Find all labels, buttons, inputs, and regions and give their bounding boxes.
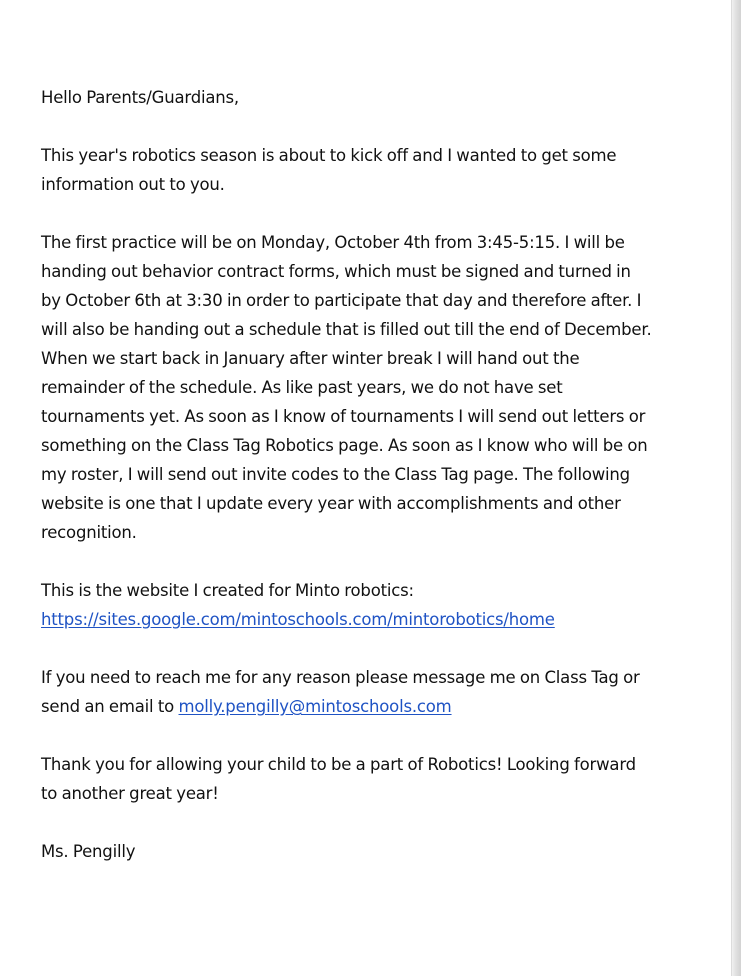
details-paragraph: The first practice will be on Monday, October 4th from 3:45-5:15. I will be handing out behavior contract forms, which must be signed and turned in by October 6th at 3:30 in order to participate that day and therefore after. I will also be handing out a schedule that is filled out till the end of December. When we start back in January after winter break I will hand out the remainder of the schedule. As like past years, we do not have set tournaments yet. As soon as I know of tournaments I will send out letters or something on the Class Tag Robotics page. As soon as I know who will be on my roster, I will send out invite codes to the Class Tag page. The following website is one that I update every year with accomplishments and other recognition. [41,233,652,542]
website-link[interactable]: https://sites.google.com/mintoschools.com/mintorobotics/home [41,610,555,629]
thanks-paragraph: Thank you for allowing your child to be a part of Robotics! Looking forward to another great year! [41,755,636,803]
website-paragraph [41,576,653,634]
email-link[interactable]: molly.pengilly@mintoschools.com [178,697,452,716]
contact-paragraph [41,663,653,721]
contact-text: If you need to reach me for any reason please message me on Class Tag or send an email to [41,668,640,716]
intro-paragraph: This year's robotics season is about to kick off and I wanted to get some information out to you. [41,146,617,194]
signature: Ms. Pengilly [41,842,136,861]
website-intro: This is the website I created for Minto robotics: [41,581,414,600]
greeting: Hello Parents/Guardians, [41,88,239,107]
page-edge-shadow [731,0,741,976]
letter-body [41,83,653,895]
